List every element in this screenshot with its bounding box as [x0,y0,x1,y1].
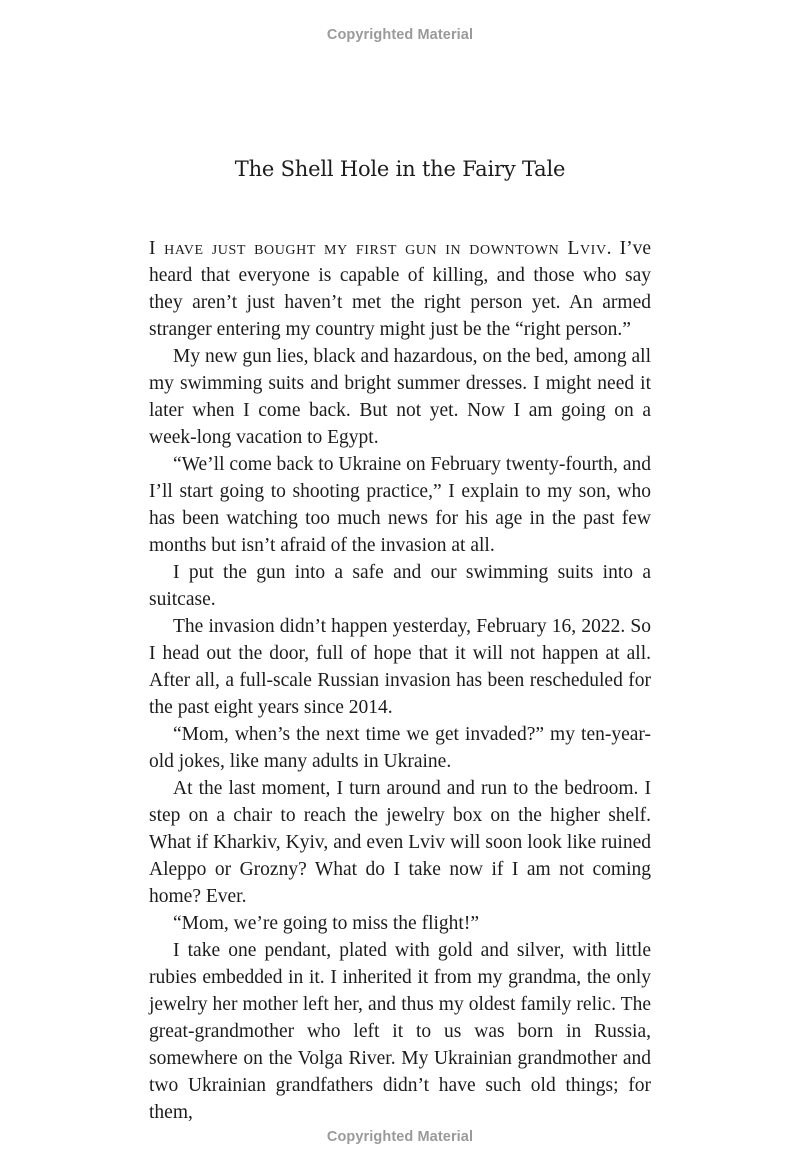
paragraph-3: “We’ll come back to Ukraine on February twenty-fourth, and I’ll start going to shooting practice,” I explain to my son, who has been watching too much news for his age in the past few months but isn’t afraid of the invasion at all. [149,454,651,556]
paragraph-2: My new gun lies, black and hazardous, on the bed, among all my swimming suits and bright summer dresses. I might need it later when I come back. But not yet. Now I am going on a week-long vacation to Egypt. [149,346,651,448]
copyright-watermark-bottom: Copyrighted Material [326,1129,474,1145]
chapter-body [149,235,651,1126]
opening-small-caps: I have just bought my first gun in downtown Lviv. [149,238,613,259]
paragraph-5: The invasion didn’t happen yesterday, February 16, 2022. So I head out the door, full of hope that it will not happen at all. After all, a full-scale Russian invasion has been rescheduled for the past eight years since 2014. [149,616,651,718]
paragraph-1-text: I’ve heard that everyone is capable of killing, and those who say they aren’t just haven’t met the right person yet. An armed stranger entering my country might just be the “right person.” [149,238,651,340]
chapter-title: The Shell Hole in the Fairy Tale [234,157,566,181]
paragraph-9: I take one pendant, plated with gold and silver, with little rubies embedded in it. I inherited it from my grandma, the only jewelry her mother left her, and thus my oldest family relic. The great-grandmother who left it to us was born in Russia, somewhere on the Volga River. My Ukrainian grandmother and two Ukrainian grandfathers didn’t have such old things; for them, [149,940,651,1123]
paragraph-6: “Mom, when’s the next time we get invaded?” my ten-year-old jokes, like many adults in Ukraine. [149,724,651,772]
paragraph-1 [149,235,651,343]
paragraph-8: “Mom, we’re going to miss the flight!” [173,913,479,934]
copyright-watermark-top: Copyrighted Material [326,27,474,43]
paragraph-4: I put the gun into a safe and our swimming suits into a suitcase. [149,562,651,610]
paragraph-7: At the last moment, I turn around and run to the bedroom. I step on a chair to reach the jewelry box on the higher shelf. What if Kharkiv, Kyiv, and even Lviv will soon look like ruined Aleppo or Grozny? What do I take now if I am not coming home? Ever. [149,778,651,907]
